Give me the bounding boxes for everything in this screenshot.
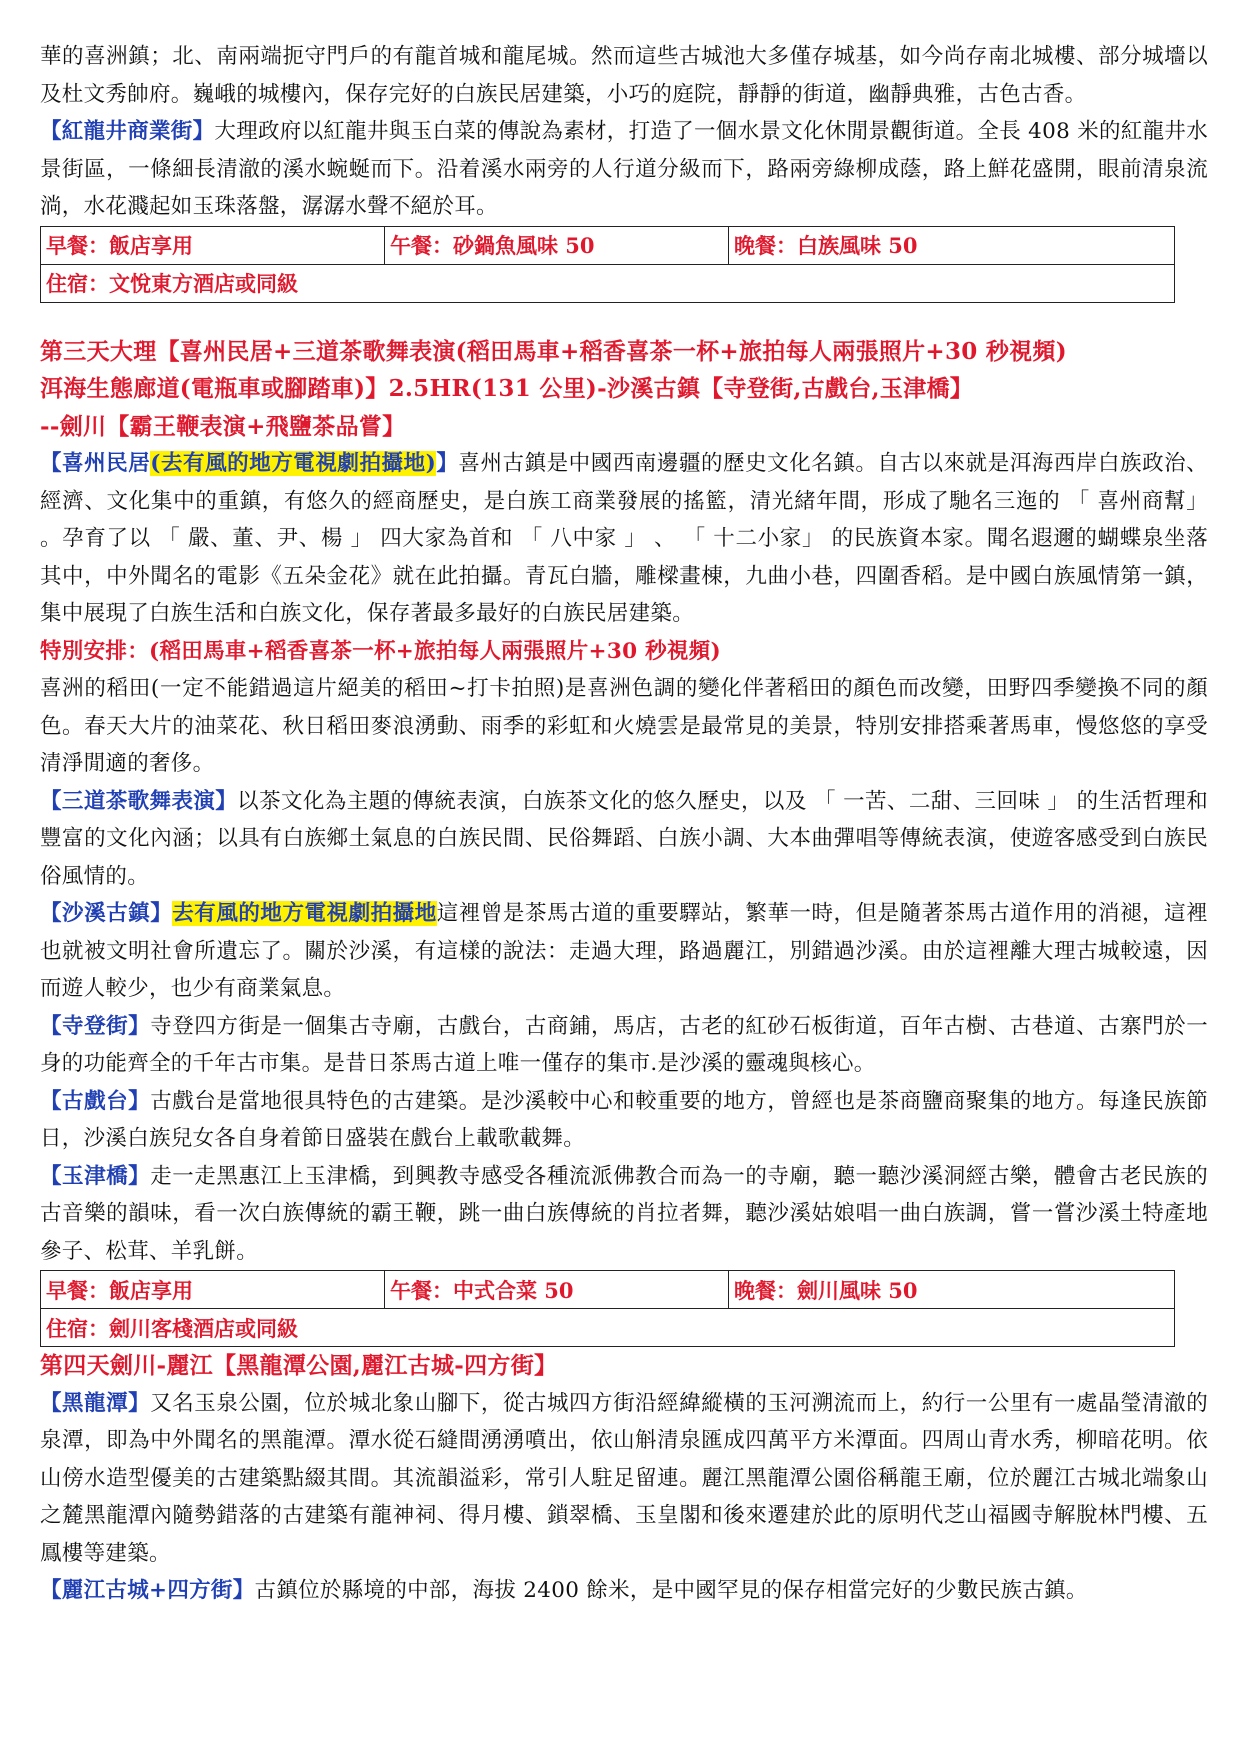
yujin-text: 走一走黑惠江上玉津橋，到興教寺感受各種流派佛教合而為一的寺廟，聽一聽沙溪洞經古樂，體會古老民族的古音樂的韻味，看一次白族傳統的霸王鞭，跳一曲白族傳統的肖拉者舞，聽沙溪姑娘唱一曲白族調，嘗一嘗沙溪土特產地參子、松茸、羊乳餅。 <box>40 1163 1208 1264</box>
yujin-tag: 【玉津橋】 <box>40 1163 151 1189</box>
special-label: 特別安排：(稻田馬車+稻香喜茶一杯+旅拍每人兩張照片+30 秒視頻) <box>40 638 721 664</box>
xizhou-paragraph <box>40 445 1208 633</box>
day4-title: 第四天劍川-麗江【黑龍潭公園,麗江古城-四方街】 <box>40 1352 558 1379</box>
meal-row <box>41 226 1175 264</box>
special-paragraph <box>40 670 1208 783</box>
day3-title-line2: 洱海生態廊道(電瓶車或腳踏車)】2.5HR(131 公里)-沙溪古鎮【寺登街,古戲台,玉津橋】 <box>40 375 974 402</box>
tea-paragraph <box>40 783 1208 896</box>
lijiang-paragraph <box>40 1572 1208 1610</box>
lodging-row <box>41 1309 1175 1347</box>
tea-tag: 【三道茶歌舞表演】 <box>40 788 238 814</box>
lijiang-tag: 【麗江古城+四方街】 <box>40 1578 255 1603</box>
sideng-text: 寺登四方街是一個集古寺廟，古戲台，古商鋪，馬店，古老的紅砂石板街道，百年古樹、古巷道、古寨門於一身的功能齊全的千年古市集。是昔日茶馬古道上唯一僅存的集市.是沙溪的靈魂與核心。 <box>40 1013 1208 1076</box>
shaxi-paragraph <box>40 895 1208 1008</box>
section-gap <box>40 303 1208 333</box>
honglong-tag: 【紅龍井商業街】 <box>40 119 215 144</box>
special-text: 喜洲的稻田(一定不能錯過這片絕美的稻田~打卡拍照)是喜洲色調的變化伴著稻田的顏色而改變，田野四季變換不同的顏色。春天大片的油菜花、秋日稻田麥浪湧動、雨季的彩虹和火燒雲是最常見的美景，特別安排搭乘著馬車，慢悠悠的享受清淨閒適的奢侈。 <box>40 676 1208 776</box>
day3-title-line1: 第三天大理【喜州民居+三道茶歌舞表演(稻田馬車+稻香喜茶一杯+旅拍每人兩張照片+30 秒視頻) <box>40 337 1067 365</box>
shaxi-highlight: 去有風的地方電視劇拍攝地 <box>172 901 437 926</box>
tea-text: 以茶文化為主題的傳統表演，白族茶文化的悠久歷史，以及 「 一苦、二甜、三回味 」 的生活哲理和豐富的文化內涵；以具有白族鄉土氣息的白族民間、民俗舞蹈、白族小調、大本曲彈唱等傳統表演，使遊客感受到白族民俗風情的。 <box>40 788 1209 889</box>
honglong-paragraph <box>40 113 1208 226</box>
xizhou-highlight: (去有風的地方電視劇拍攝地) <box>150 451 437 476</box>
sideng-tag: 【寺登街】 <box>40 1013 151 1039</box>
document-page <box>40 38 1208 1610</box>
guxitai-text: 古戲台是當地很具特色的古建築。是沙溪較中心和較重要的地方，曾經也是茶商鹽商聚集的地方。每逢民族節日，沙溪白族兒女各自身着節日盛裝在戲台上載歌載舞。 <box>40 1088 1208 1151</box>
xizhou-text: 喜州古鎮是中國西南邊疆的歷史文化名鎮。自古以來就是洱海西岸白族政治、經濟、文化集中的重鎮，有悠久的經商歷史，是白族工商業發展的搖籃，清光緒年間，形成了馳名三迤的 「 喜州商幫」 。孕育了以 「 嚴、董、尹、楊 」 四大家為首和 「 八中家 」 、 「 十二小家」 的民族資本家。聞名遐邇的蝴蝶泉坐落其中，中外聞名的電影《五朵金花》就在此拍攝。青瓦白牆，雕樑畫棟，九曲小巷，四圍香稻。是中國白族風情第一鎮，集中展現了白族生活和白族文化，保存著最多最好的白族民居建築。 <box>40 451 1208 626</box>
intro-paragraph <box>40 38 1208 113</box>
shaxi-text: 這裡曾是茶馬古道的重要驛站，繁華一時，但是隨著茶馬古道作用的消褪，這裡也就被文明社會所遺忘了。關於沙溪，有這樣的說法：走過大理，路過麗江，別錯過沙溪。由於這裡離大理古城較遠，因而遊人較少，也少有商業氣息。 <box>40 901 1208 1001</box>
breakfast-cell: 早餐：飯店享用 <box>41 1271 385 1309</box>
lijiang-text: 古鎮位於縣境的中部，海拔 2400 餘米，是中國罕見的保存相當完好的少數民族古鎮。 <box>254 1578 1088 1603</box>
shaxi-tag: 【沙溪古鎮】 <box>40 901 173 926</box>
lodging-cell: 住宿：劍川客棧酒店或同級 <box>41 1309 1175 1347</box>
heilongtan-tag: 【黑龍潭】 <box>40 1390 151 1416</box>
day3-title-line3: --劍川【霸王鞭表演+飛鹽茶品嘗】 <box>40 412 406 440</box>
xizhou-tag-open: 【喜州民居 <box>40 451 151 476</box>
dinner-cell: 晚餐：白族風味 50 <box>729 226 1175 264</box>
dinner-cell: 晚餐：劍川風味 50 <box>729 1271 1175 1309</box>
lunch-cell: 午餐：砂鍋魚風味 50 <box>385 226 729 264</box>
meal-row <box>41 1271 1175 1309</box>
meal-table-day3 <box>40 1270 1175 1347</box>
intro-text: 華的喜洲鎮；北、南兩端扼守門戶的有龍首城和龍尾城。然而這些古城池大多僅存城基，如今尚存南北城樓、部分城墻以及杜文秀帥府。巍峨的城樓內，保存完好的白族民居建築，小巧的庭院，靜靜的街道，幽靜典雅，古色古香。 <box>40 44 1208 107</box>
guxitai-paragraph <box>40 1083 1208 1158</box>
sideng-paragraph <box>40 1008 1208 1083</box>
lodging-row <box>41 264 1175 302</box>
yujin-paragraph <box>40 1158 1208 1271</box>
lodging-cell: 住宿：文悅東方酒店或同級 <box>41 264 1175 302</box>
meal-table-day2 <box>40 226 1175 303</box>
heilongtan-paragraph <box>40 1385 1208 1573</box>
guxitai-tag: 【古戲台】 <box>40 1088 151 1114</box>
honglong-text: 大理政府以紅龍井與玉白菜的傳說為素材，打造了一個水景文化休閒景觀街道。全長 408 米的紅龍井水景街區，一條細長清澈的溪水蜿蜒而下。沿着溪水兩旁的人行道分級而下，路兩旁綠柳成蔭，路上鮮花盛開，眼前清泉流淌，水花濺起如玉珠落盤，潺潺水聲不絕於耳。 <box>40 119 1209 219</box>
breakfast-cell: 早餐：飯店享用 <box>41 226 385 264</box>
heilongtan-text: 又名玉泉公園，位於城北象山腳下，從古城四方街沿經緯縱橫的玉河溯流而上，約行一公里有一處晶瑩清澈的泉潭，即為中外聞名的黑龍潭。潭水從石縫間湧湧噴出，依山斛清泉匯成四萬平方米潭面。四周山青水秀，柳暗花明。依山傍水造型優美的古建築點綴其間。其流韻溢彩，常引人駐足留連。麗江黑龍潭公園俗稱龍王廟，位於麗江古城北端象山之麓黑龍潭內隨勢錯落的古建築有龍神祠、得月樓、鎖翠橋、玉皇閣和後來遷建於此的原明代芝山福國寺解脫林門樓、五鳳樓等建築。 <box>40 1390 1208 1566</box>
lunch-cell: 午餐：中式合菜 50 <box>385 1271 729 1309</box>
xizhou-tag-close: 】 <box>436 451 459 476</box>
